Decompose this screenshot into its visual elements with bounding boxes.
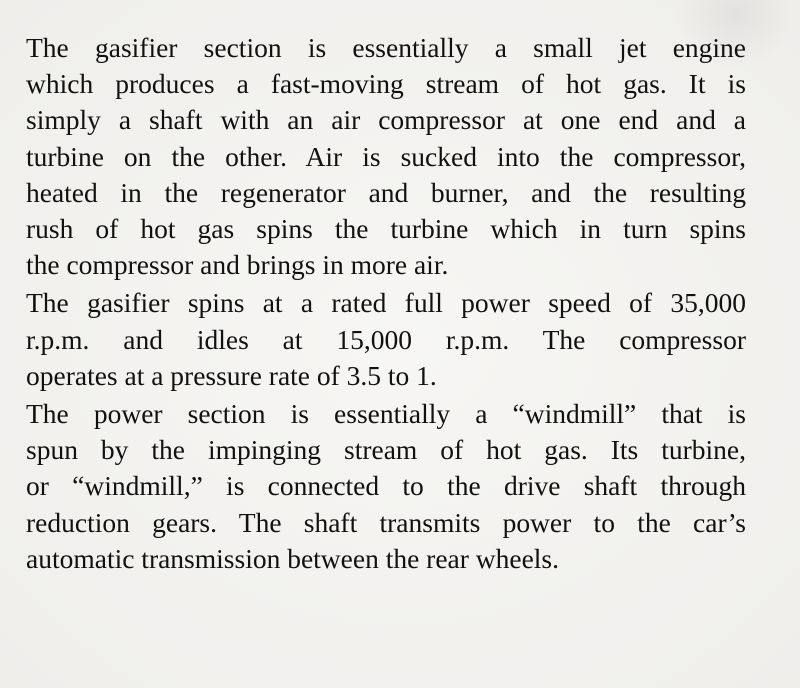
text-line: or “windmill,” is connected to the drive shaft through: [26, 470, 746, 502]
text-line: operates at a pressure rate of 3.5 to 1.: [26, 359, 437, 391]
paragraph-gasifier-speed: [26, 285, 746, 394]
text-line: which produces a fast-moving stream of hot gas. It is: [26, 68, 746, 100]
text-line: heated in the regenerator and burner, and the resulting: [26, 176, 746, 208]
body-text: [26, 30, 746, 577]
text-line: the compressor and brings in more air.: [26, 249, 449, 281]
text-line: The power section is essentially a “windmill” that is: [26, 398, 746, 430]
paragraph-gasifier-section: [26, 30, 746, 283]
text-line: rush of hot gas spins the turbine which in turn spins: [26, 213, 746, 245]
text-line: reduction gears. The shaft transmits power to the car’s: [26, 506, 746, 538]
text-line: The gasifier section is essentially a small jet engine: [26, 32, 746, 63]
paragraph-power-section: [26, 396, 746, 577]
text-line: spun by the impinging stream of hot gas. Its turbine,: [26, 434, 746, 466]
text-line: turbine on the other. Air is sucked into the compressor,: [26, 140, 746, 172]
text-line: The gasifier spins at a rated full power speed of 35,000: [26, 287, 746, 319]
text-line: automatic transmission between the rear wheels.: [26, 542, 560, 574]
text-line: simply a shaft with an air compressor at one end and a: [26, 104, 746, 136]
text-line: r.p.m. and idles at 15,000 r.p.m. The compressor: [26, 323, 746, 355]
